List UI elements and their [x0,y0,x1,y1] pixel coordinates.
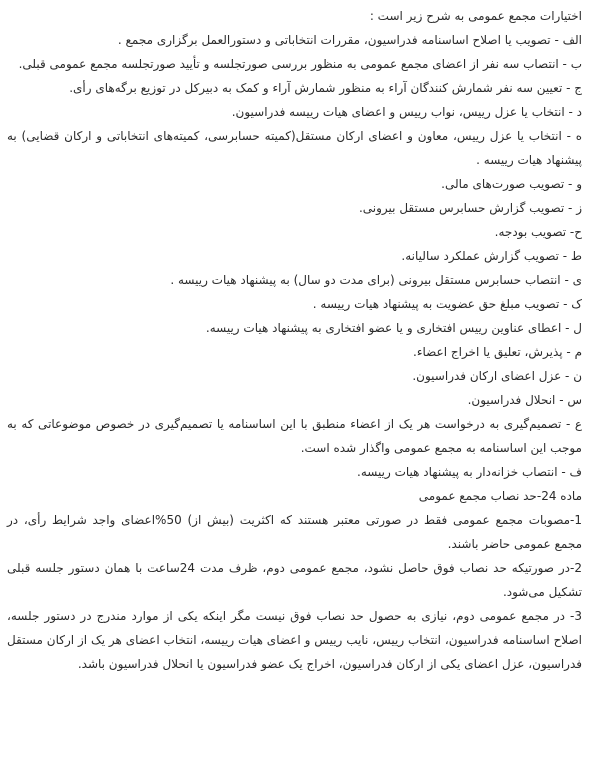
clause-alef: الف - تصویب یا اصلاح اساسنامه فدراسیون، مقررات انتخاباتی و دستورالعمل برگزاری مجمع . [117,33,582,47]
article-item-1: 1-مصوبات مجمع عمومی فقط در صورتی معتبر هستند که اکثریت (بیش از) 50%اعضای واجد شرایط رأی، در مجمع عمومی حاضر باشند. [7,513,582,551]
clause-kaf: ک - تصویب مبلغ حق عضویت به پیشنهاد هیات رییسه . [312,297,582,311]
clause-vav: و - تصویب صورت‌های مالی. [441,177,582,191]
clause-ta: ط - تصویب گزارش عملکرد سالیانه. [401,249,582,263]
clause-ze: ز - تصویب گزارش حسابرس مستقل بیرونی. [358,201,582,215]
clause-eyn: ع - تصمیم‌گیری به درخواست هر یک از اعضاء منطبق با این اساسنامه یا تصمیم‌گیری در خصوص موضوعاتی که به موجب این اساسنامه به مجمع عمومی واگذار شده است. [7,417,582,455]
clause-jim: ج - تعیین سه نفر شمارش کنندگان آراء به منظور شمارش آراء و کمک به دبیرکل در توزیع برگه‌های رأی. [69,81,582,95]
clause-lam: ل - اعطای عناوین رییس افتخاری و یا عضو افتخاری به پیشنهاد هیات رییسه. [205,321,582,335]
clause-sin: س - انحلال فدراسیون. [467,393,582,407]
clause-be: ب - انتصاب سه نفر از اعضای مجمع عمومی به منظور بررسی صورتجلسه و تأیید صورتجلسه مجمع عمومی قبلی. [18,57,582,71]
article-item-3: 3- در مجمع عمومی دوم، نیازی به حصول حد نصاب فوق نیست مگر اینکه یکی از موارد مندرج در دستور جلسه، اصلاح اساسنامه فدراسیون، انتخاب رییس، نایب رییس و اعضای هیات رییسه، انتخاب اعضای هر یک از ارکان مستقل فدراسیون، عزل اعضای یکی از ارکان فدراسیون، اخراج یک عضو فدراسیون یا انحلال فدراسیون باشد. [7,609,582,671]
clause-dal: د - انتخاب یا عزل رییس، نواب رییس و اعضای هیات رییسه فدراسیون. [231,105,582,119]
article-item-2: 2-در صورتیکه حد نصاب فوق حاصل نشود، مجمع عمومی دوم، ظرف مدت 24ساعت با همان دستور جلسه قبلی تشکیل می‌شود. [7,561,582,599]
intro-line: اختیارات مجمع عمومی به شرح زیر است : [369,9,582,23]
clause-mim: م - پذیرش، تعلیق یا اخراج اعضاء. [413,345,582,359]
clause-he: ه - انتخاب یا عزل رییس، معاون و اعضای ارکان مستقل(کمیته حسابرسی، کمیته‌های انتخاباتی و ارکان قضایی) به پیشنهاد هیات رییسه . [7,129,582,167]
clause-nun: ن - عزل اعضای ارکان فدراسیون. [412,369,582,383]
clause-ye: ی - انتصاب حسابرس مستقل بیرونی (برای مدت دو سال) به پیشنهاد هیات رییسه . [170,273,582,287]
clause-fe: ف - انتصاب خزانه‌دار به پیشنهاد هیات رییسه. [357,465,582,479]
clause-he-jimi: ح- تصویب بودجه. [494,225,582,239]
article-heading: ماده 24-حد نصاب مجمع عمومی [418,489,582,503]
